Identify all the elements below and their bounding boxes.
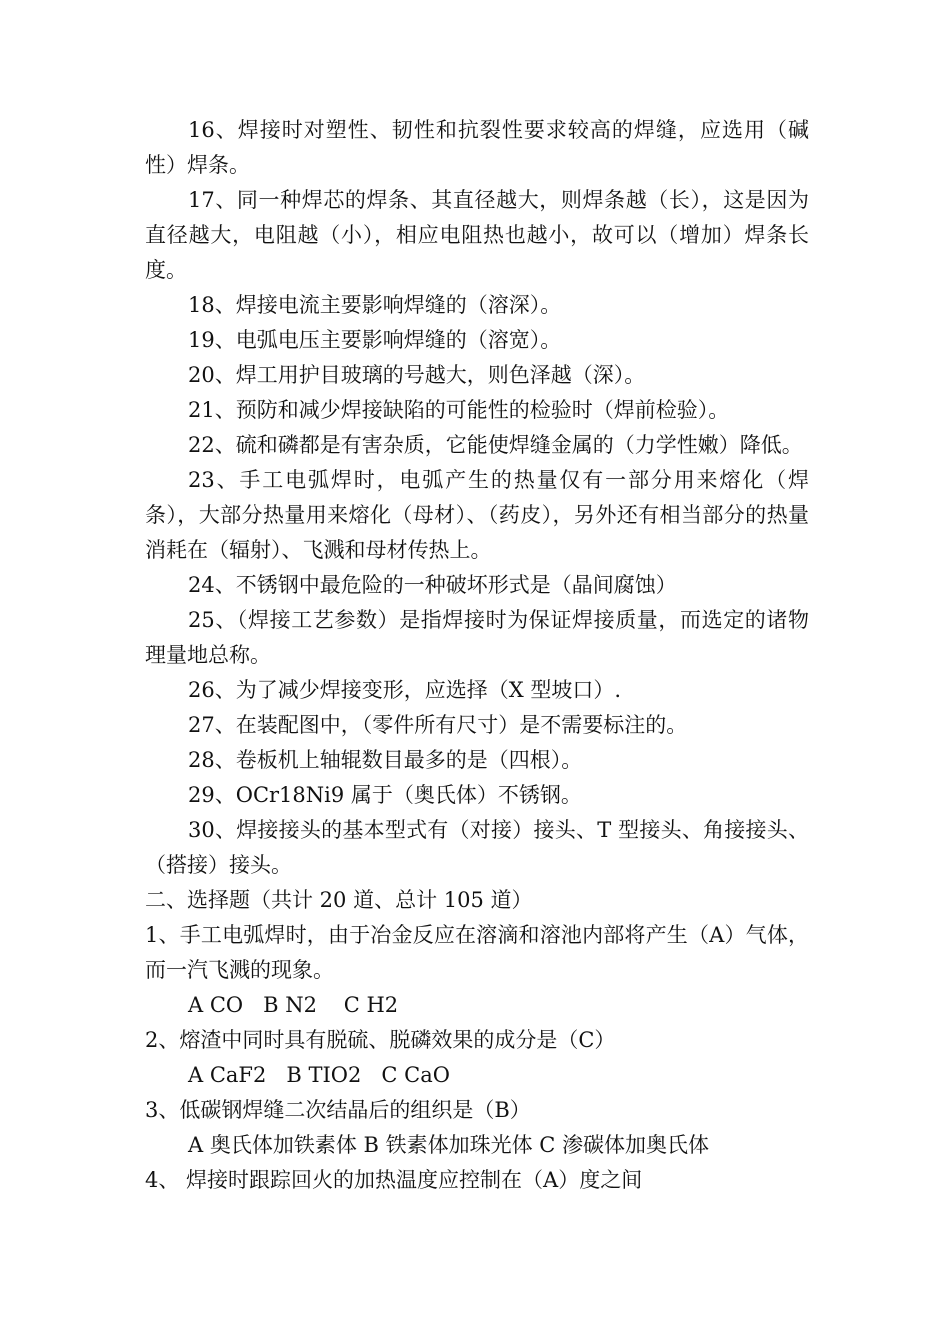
fill-blank-item-26: 26、为了减少焊接变形，应选择（X 型坡口）. <box>188 678 622 702</box>
fill-blank-item-25: 25、（焊接工艺参数）是指焊接时为保证焊接质量，而选定的诸物理量地总称。 <box>145 608 809 667</box>
fill-blank-item-24: 24、不锈钢中最危险的一种破坏形式是（晶间腐蚀） <box>188 573 677 597</box>
choice-options-2: A CaF2 B TIO2 C CaO <box>188 1063 450 1087</box>
choice-question-3: 3、低碳钢焊缝二次结晶后的组织是（B） <box>145 1098 531 1122</box>
fill-blank-item-18: 18、焊接电流主要影响焊缝的（溶深）。 <box>188 293 562 317</box>
choice-options-1: A CO B N2 C H2 <box>188 993 399 1017</box>
choice-options-3: A 奥氏体加铁素体 B 铁素体加珠光体 C 渗碳体加奥氏体 <box>188 1133 710 1157</box>
choice-question-2: 2、熔渣中同时具有脱硫、脱磷效果的成分是（C） <box>145 1028 616 1052</box>
fill-blank-item-20: 20、焊工用护目玻璃的号越大，则色泽越（深）。 <box>188 363 646 387</box>
fill-blank-item-30: 30、焊接接头的基本型式有（对接）接头、T 型接头、角接接头、（搭接）接头。 <box>145 818 809 877</box>
fill-blank-item-21: 21、预防和减少焊接缺陷的可能性的检验时（焊前检验）。 <box>188 398 730 422</box>
choice-question-4: 4、 焊接时跟踪回火的加热温度应控制在（A）度之间 <box>145 1168 643 1192</box>
fill-blank-item-28: 28、卷板机上轴辊数目最多的是（四根）。 <box>188 748 583 772</box>
fill-blank-item-22: 22、硫和磷都是有害杂质，它能使焊缝金属的（力学性嫩）降低。 <box>188 433 803 457</box>
fill-blank-item-29: 29、OCr18Ni9 属于（奥氏体）不锈钢。 <box>188 783 582 807</box>
fill-blank-item-27: 27、在装配图中，（零件所有尺寸）是不需要标注的。 <box>188 713 688 737</box>
fill-blank-item-16: 16、焊接时对塑性、韧性和抗裂性要求较高的焊缝，应选用（碱性）焊条。 <box>145 118 809 177</box>
section-heading-choice: 二、选择题（共计 20 道、总计 105 道） <box>145 888 533 912</box>
choice-question-1: 1、手工电弧焊时，由于冶金反应在溶滴和溶池内部将产生（A）气体，而一汽飞溅的现象。 <box>145 923 809 982</box>
fill-blank-item-19: 19、电弧电压主要影响焊缝的（溶宽）。 <box>188 328 562 352</box>
fill-blank-item-23: 23、手工电弧焊时，电弧产生的热量仅有一部分用来熔化（焊条），大部分热量用来熔化（母材）、（药皮），另外还有相当部分的热量消耗在（辐射）、飞溅和母材传热上。 <box>145 468 809 562</box>
document-body <box>145 113 809 1198</box>
fill-blank-item-17: 17、同一种焊芯的焊条、其直径越大，则焊条越（长），这是因为直径越大，电阻越（小），相应电阻热也越小，故可以（增加）焊条长度。 <box>145 188 809 282</box>
